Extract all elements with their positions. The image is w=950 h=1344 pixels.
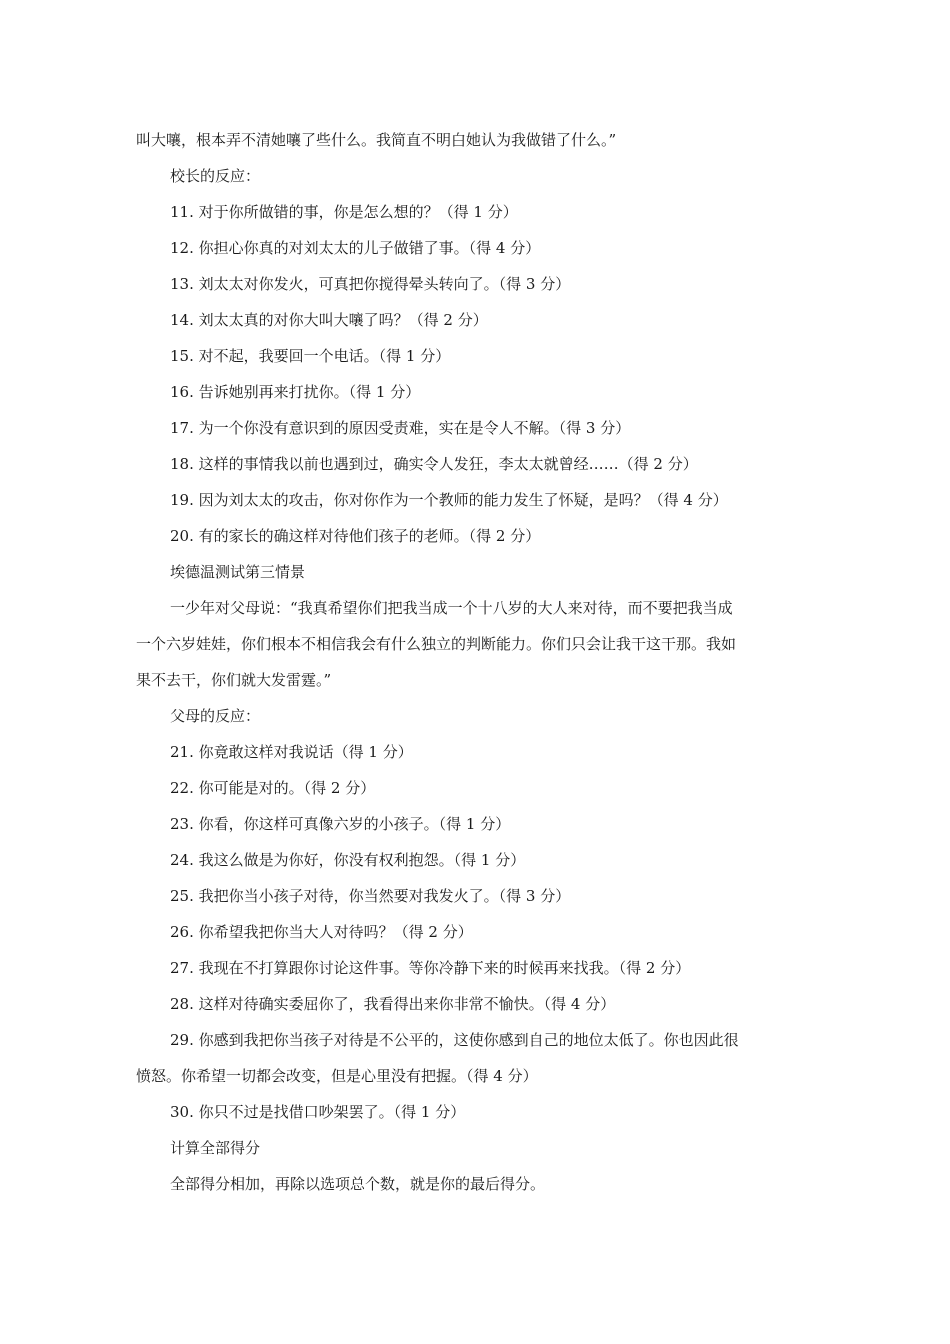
list-item: 21. 你竟敢这样对我说话（得 1 分） (170, 743, 413, 761)
list-item: 15. 对不起，我要回一个电话。（得 1 分） (170, 347, 451, 365)
document-body (136, 122, 826, 1202)
list-item: 17. 为一个你没有意识到的原因受责难，实在是令人不解。（得 3 分） (170, 419, 631, 437)
list-item: 16. 告诉她别再来打扰你。（得 1 分） (170, 383, 421, 401)
principal-heading: 校长的反应： (170, 167, 261, 185)
list-item: 28. 这样对待确实委屈你了，我看得出来你非常不愉快。（得 4 分） (170, 995, 616, 1013)
list-item: 14. 刘太太真的对你大叫大嚷了吗？（得 2 分） (170, 311, 488, 329)
list-item: 24. 我这么做是为你好，你没有权利抱怨。（得 1 分） (170, 851, 526, 869)
list-item-29-line: 29. 你感到我把你当孩子对待是不公平的，这使你感到自己的地位太低了。你也因此很 (170, 1031, 739, 1049)
calc-heading: 计算全部得分 (170, 1139, 261, 1157)
continuation-line: 叫大嚷，根本弄不清她嚷了些什么。我简直不明白她认为我做错了什么。” (136, 131, 617, 149)
list-item: 25. 我把你当小孩子对待，你当然要对我发火了。（得 3 分） (170, 887, 571, 905)
list-item: 27. 我现在不打算跟你讨论这件事。等你冷静下来的时候再来找我。（得 2 分） (170, 959, 691, 977)
parents-heading: 父母的反应： (170, 707, 261, 725)
calc-text: 全部得分相加，再除以选项总个数，就是你的最后得分。 (170, 1175, 546, 1193)
scenario-text-line: 一少年对父母说：“我真希望你们把我当成一个十八岁的大人来对待，而不要把我当成 (170, 599, 733, 617)
list-item: 12. 你担心你真的对刘太太的儿子做错了事。（得 4 分） (170, 239, 541, 257)
scenario-title: 埃德温测试第三情景 (170, 563, 306, 581)
list-item: 22. 你可能是对的。（得 2 分） (170, 779, 376, 797)
list-item: 18. 这样的事情我以前也遇到过，确实令人发狂，李太太就曾经……（得 2 分） (170, 455, 698, 473)
list-item-29-line: 愤怒。你希望一切都会改变，但是心里没有把握。（得 4 分） (136, 1067, 538, 1085)
list-item: 30. 你只不过是找借口吵架罢了。（得 1 分） (170, 1103, 466, 1121)
scenario-text-line: 果不去干，你们就大发雷霆。” (136, 671, 332, 689)
list-item: 19. 因为刘太太的攻击，你对你作为一个教师的能力发生了怀疑，是吗？（得 4 分） (170, 491, 728, 509)
list-item: 13. 刘太太对你发火，可真把你搅得晕头转向了。（得 3 分） (170, 275, 571, 293)
scenario-text-line: 一个六岁娃娃，你们根本不相信我会有什么独立的判断能力。你们只会让我干这干那。我如 (136, 635, 737, 653)
list-item: 26. 你希望我把你当大人对待吗？（得 2 分） (170, 923, 473, 941)
list-item: 11. 对于你所做错的事，你是怎么想的？（得 1 分） (170, 203, 518, 221)
list-item: 20. 有的家长的确这样对待他们孩子的老师。（得 2 分） (170, 527, 541, 545)
list-item: 23. 你看，你这样可真像六岁的小孩子。（得 1 分） (170, 815, 511, 833)
